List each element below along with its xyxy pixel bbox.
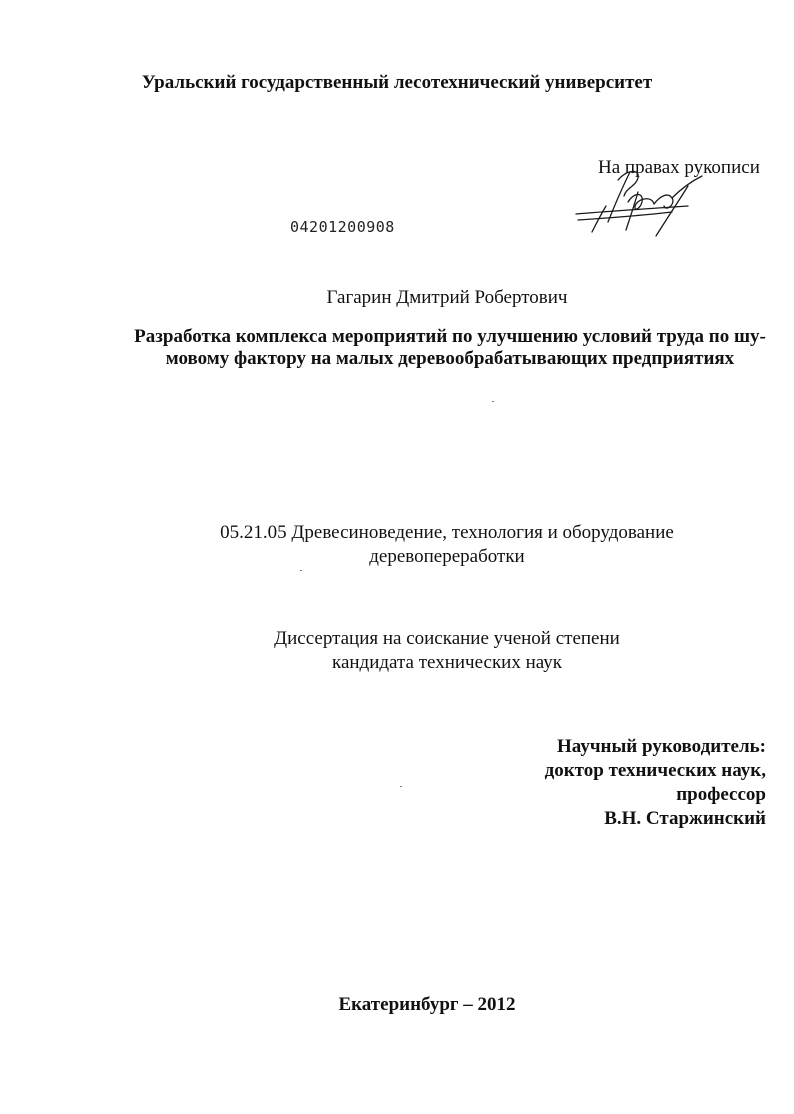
- scan-speck: [300, 570, 302, 571]
- university-name: Уральский государственный лесотехнический университет: [141, 72, 653, 93]
- supervisor-block: [545, 735, 766, 831]
- supervisor-name: В.Н. Старжинский: [604, 808, 766, 829]
- degree-statement: [0, 627, 794, 675]
- city-year: Екатеринбург – 2012: [338, 994, 516, 1015]
- manuscript-rights-note: На правах рукописи: [598, 157, 760, 178]
- degree-line: кандидата технических наук: [332, 652, 562, 673]
- title-line: Разработка комплекса мероприятий по улучшению условий труда по шу-: [134, 326, 766, 347]
- supervisor-degree: доктор технических наук,: [544, 760, 766, 781]
- specialty-line: 05.21.05 Древесиноведение, технология и оборудование: [220, 522, 674, 543]
- title-line: мовому фактору на малых деревообрабатывающих предприятиях: [165, 348, 735, 369]
- supervisor-rank: профессор: [676, 784, 766, 805]
- scan-speck: [400, 786, 402, 787]
- archive-code: 04201200908: [290, 218, 395, 236]
- author-name: Гагарин Дмитрий Робертович: [326, 287, 568, 308]
- degree-line: Диссертация на соискание ученой степени: [274, 628, 620, 649]
- specialty-line: деревопереработки: [369, 546, 525, 567]
- specialty-code: [0, 521, 794, 569]
- dissertation-title: [110, 326, 790, 370]
- signature-icon: [568, 162, 708, 242]
- supervisor-heading: Научный руководитель:: [557, 736, 766, 757]
- scan-speck: [492, 401, 494, 402]
